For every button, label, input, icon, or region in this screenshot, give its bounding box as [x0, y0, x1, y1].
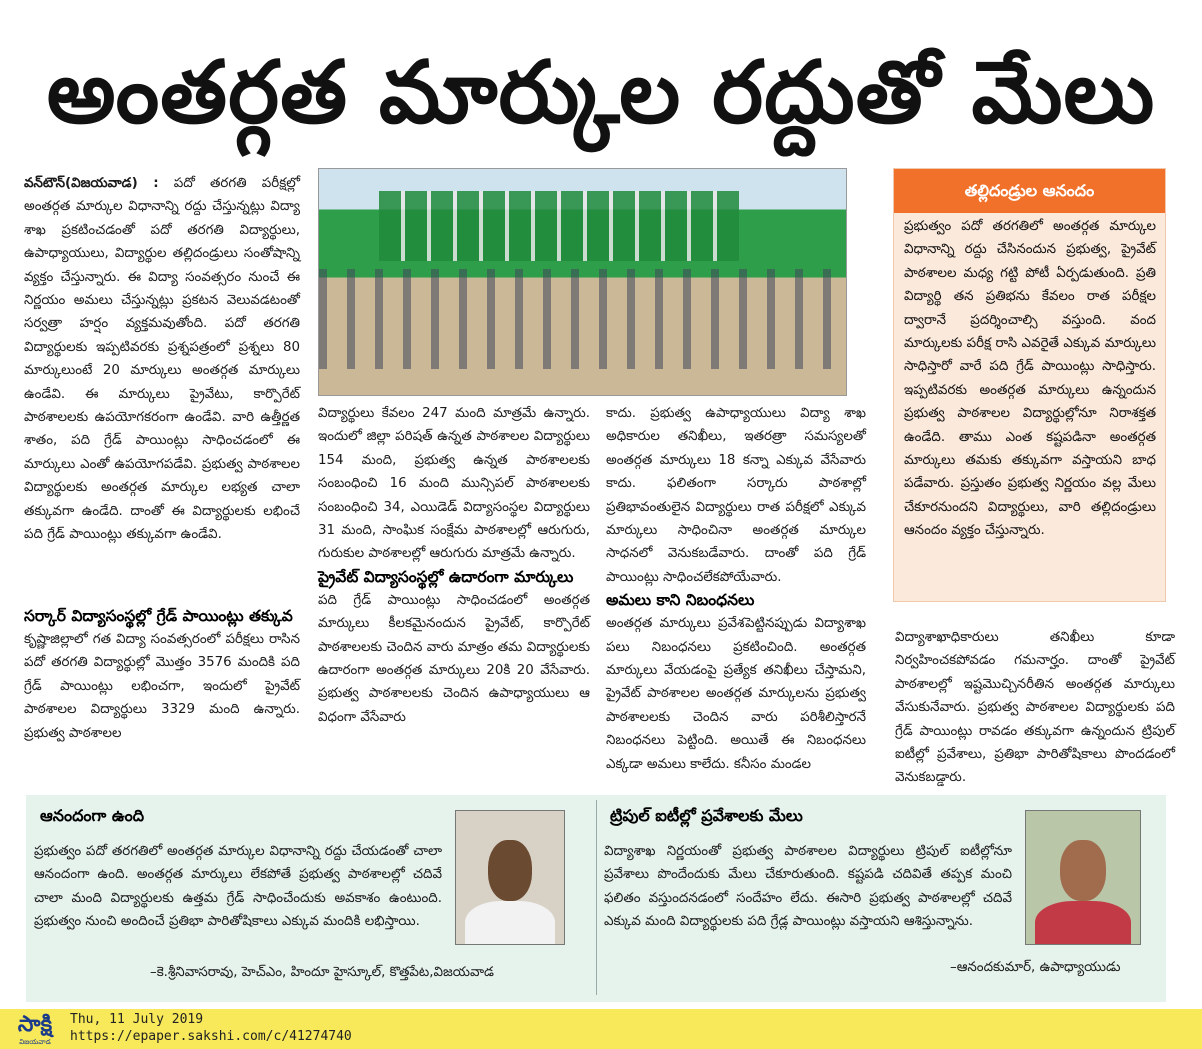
quote-2-heading: ట్రిపుల్ ఐటీల్లో ప్రవేశాలకు మేలు: [610, 806, 803, 825]
portrait-body-shape: [1035, 901, 1131, 945]
subhead-rules-not-implemented: అమలు కాని నిబంధనలు: [606, 591, 755, 610]
article-text-3b: అంతర్గత మార్కులు ప్రవేశపెట్టినప్పుడు విద్యాశాఖ పలు నిబంధనలు ప్రకటించింది. అంతర్గత మార్కులు వేయడంపై ప్రత్యేక తనిఖీలు చేస్తామని, ప్రైవేట్ పాఠశాలల అంతర్గత మార్కులను ప్రభుత్వ పాఠశాలలకు చెందిన వారు పరిశీలిస్తారనే నిబంధనలు పెట్టింది. అయితే ఈ నిబంధనలు ఎక్కడా అమలు కాలేదు. కనీసం మండల: [606, 616, 866, 772]
students-assembly-photo: [318, 168, 847, 396]
portrait-body-shape: [465, 901, 556, 945]
article-text-4: విద్యాశాఖాధికారులు తనిఖీలు కూడా నిర్వహించకపోవడం గమనార్హం. దాంతో ప్రైవేట్ పాఠశాలల్లో ఇష్టమొచ్చినరీతిన అంతర్గత మార్కులు వేసుకునేవారు. ప్రభుత్వ పాఠశాలల విద్యార్థులకు పది గ్రేడ్ పాయింట్లు రావడం తక్కువగా ఉన్నందున ట్రిపుల్ ఐటీల్లో ప్రవేశాలు, ప్రతిభా పారితోషికాలు పొందడంలో వెనుకబడ్డారు.: [895, 630, 1175, 786]
headline: అంతర్గత మార్కుల రద్దుతో మేలు: [46, 43, 1156, 143]
students-crowd-shape: [319, 269, 846, 369]
subhead-private-marks: ప్రైవేట్ విద్యాసంస్థల్లో ఉదారంగా మార్కులు: [318, 567, 574, 586]
subhead-government-grade-points: సర్కార్ విద్యాసంస్థల్లో గ్రేడ్ పాయింట్లు తక్కువ: [24, 607, 293, 625]
article-column-3: [606, 402, 866, 776]
portrait-face-shape: [1060, 840, 1106, 901]
dateline: వన్‌టౌన్(విజయవాడ) :: [24, 176, 159, 191]
quotes-divider: [596, 800, 597, 995]
epaper-footer: [0, 1009, 1202, 1049]
quote-1-text: ప్రభుత్వం పదో తరగతిలో అంతర్గత మార్కుల విధానాన్ని రద్దు చేయడంతో చాలా ఆనందంగా ఉంది. అంతర్గత మార్కులు లేకపోతే ప్రభుత్వ పాఠశాలల్లో చదివే చాలా మంది విద్యార్థులకు ఉత్తమ గ్రేడ్ సాధించేందుకు అవకాశం ఉంటుంది. ప్రభుత్వం నుంచి అందించే ప్రతిభా పారితోషికాలు ఎక్కువ మందికి లభిస్తాయి.: [34, 844, 442, 930]
article-column-1: [24, 172, 300, 547]
quote-2-text: విద్యాశాఖ నిర్ణయంతో ప్రభుత్వ పాఠశాలల విద్యార్థులు ట్రిపుల్ ఐటీల్లోనూ ప్రవేశాలు పొందేందుకు మేలు చేకూరుతుంది. కష్టపడి చదివితే తప్పక మంచి ఫలితం వస్తుందనడంలో సందేహం లేదు. ఈసారి ప్రభుత్వ పాఠశాలల్లో చదివే ఎక్కువ మంది విద్యార్థులకు పది గ్రేడ్ల పాయింట్లు వస్తాయని ఆశిస్తున్నాను.: [604, 844, 1012, 930]
headmaster-portrait: [455, 810, 565, 945]
portrait-face-shape: [488, 840, 531, 901]
article-text-1b: కృష్ణాజిల్లాలో గత విద్యా సంవత్సరంలో పరీక్షలు రాసిన పదో తరగతి విద్యార్థుల్లో మొత్తం 3576 మందికి పది గ్రేడ్ పాయింట్లు లభించగా, ఇందులో ప్రైవేట్ పాఠశాలల విద్యార్థులు 3329 మంది ఉన్నారు. ప్రభుత్వ పాఠశాలల: [24, 632, 300, 741]
teacher-portrait: [1025, 810, 1141, 945]
article-column-1-lower: [24, 605, 300, 745]
footer-date: Thu, 11 July 2019: [70, 1012, 204, 1027]
article-column-4: [895, 626, 1175, 790]
article-text-2: విద్యార్థులు కేవలం 247 మంది మాత్రమే ఉన్నారు. ఇందులో జిల్లా పరిషత్ ఉన్నత పాఠశాలల విద్యార్థులు 154 మంది, ప్రభుత్వ ఉన్నత పాఠశాలలకు సంబంధించి 16 మంది మున్సిపల్ పాఠశాలలకు సంబంధించి 34, ఎయిడెడ్ విద్యాసంస్థల విద్యార్థులు 31 మంది, సాంఘిక సంక్షేమ పాఠశాలల్లో ఆరుగురు, గురుకుల పాఠశాలల్లో ఆరుగురు మాత్రమే ఉన్నారు.: [318, 406, 590, 562]
footer-url[interactable]: https://epaper.sakshi.com/c/41274740: [70, 1029, 352, 1044]
article-column-2: [318, 402, 590, 729]
quote-2-attribution: –ఆనందకుమార్, ఉపాధ్యాయుడు: [950, 960, 1121, 975]
quote-1-heading: ఆనందంగా ఉంది: [40, 806, 145, 825]
article-text-1: పదో తరగతి పరీక్షల్లో అంతర్గత మార్కుల విధానాన్ని రద్దు చేస్తున్నట్లు విద్యా శాఖ ప్రకటించడంతో పదో తరగతి విద్యార్థులు, ఉపాధ్యాయులు, విద్యార్థుల తల్లిదండ్రులు సంతోషాన్ని వ్యక్తం చేస్తున్నారు. ఈ విద్యా సంవత్సరం నుంచే ఈ నిర్ణయం అమలు చేస్తున్నట్లు ప్రకటన వెలువడటంతో సర్వత్రా హర్షం వ్యక్తమవుతోంది. పదో తరగతి విద్యార్థులకు ఇప్పటివరకు ప్రశ్నపత్రంలో ప్రశ్నలు 80 మార్కులుంటే 20 మార్కులు అంతర్గత మార్కులు ఉండేవి. ఈ మార్కులు ప్రైవేటు, కార్పొరేట్ పాఠశాలలకు ఉపయోగకరంగా ఉండేవి. వారి ఉత్తీర్ణత శాతం, పది గ్రేడ్ పాయింట్లు సాధించడంలో ఈ మార్కులు ఎంతో ఉపయోగపడేవి. ప్రభుత్వ పాఠశాలల విద్యార్థులకు అంతర్గత మార్కుల లభ్యత చాలా తక్కువగా ఉండేది. దాంతో ఈ విద్యార్థులకు లభించే పది గ్రేడ్ పాయింట్లు తక్కువగా ఉండేవి.: [24, 176, 300, 543]
parents-joy-sidebar: [893, 168, 1166, 602]
article-text-3: కాదు. ప్రభుత్వ ఉపాధ్యాయులు విద్యా శాఖ అధికారుల తనిఖీలు, ఇతరత్రా సమస్యలతో అంతర్గత మార్కులు 18 కన్నా ఎక్కువ వేసేవారు కాదు. ఫలితంగా సర్కారు పాఠశాల్లో ప్రతిభావంతులైన విద్యార్థులు రాత పరీక్షలో ఎక్కువ మార్కులు సాధించినా అంతర్గత మార్కుల సాధనలో వెనుకబడేవారు. దాంతో పది గ్రేడ్ పాయింట్లు సాధించలేకపోయేవారు.: [606, 406, 866, 585]
sidebar-text: ప్రభుత్వం పదో తరగతిలో అంతర్గత మార్కుల విధానాన్ని రద్దు చేసినందున ప్రభుత్వ, ప్రైవేట్ పాఠశాలల మధ్య గట్టి పోటీ ఏర్పడుతుంది. ప్రతి విద్యార్థి తన ప్రతిభను కేవలం రాత పరీక్షల ద్వారానే ప్రదర్శించాల్సి వస్తుంది. వంద మార్కులకు పరీక్ష రాసి ఎవరైతే ఎక్కువ మార్కులు సాధిస్తారో వారే పది గ్రేడ్ పాయింట్లు సాధిస్తారు. ఇప్పటివరకు అంతర్గత మార్కులు ఉన్నందున ప్రభుత్వ పాఠశాలల విద్యార్థుల్లోనూ నిరాశక్తత ఉండేది. తాము ఎంత కష్టపడినా అంతర్గత మార్కులు తమకు తక్కువగా వస్తాయని బాధ పడేవారు. ప్రస్తుతం ప్రభుత్వ నిర్ణయం వల్ల మేలు చేకూరనుందని విద్యార్థులు, వారి తల్లిదండ్రులు ఆనందం వ్యక్తం చేస్తున్నారు.: [904, 219, 1156, 539]
logo-text: సాక్షి: [17, 1012, 53, 1037]
article-text-2b: పది గ్రేడ్ పాయింట్లు సాధించడంలో అంతర్గత మార్కులు కీలకమైనందున ప్రైవేట్, కార్పొరేట్ పాఠశాలలకు చెందిన వారు మాత్రం తమ విద్యార్థులకు ఉదారంగా అంతర్గత మార్కులు 20కి 20 వేసేవారు. ప్రభుత్వ పాఠశాలలకు చెందిన ఉపాధ్యాయులు ఆ విధంగా వేసేవారు: [318, 592, 590, 725]
quote-1-attribution: –కె.శ్రీనివాసరావు, హెచ్ఎం, హిందూ హైస్కూల్, కొత్తపేట,విజయవాడ: [150, 965, 494, 980]
sidebar-title: తల్లిదండ్రుల ఆనందం: [894, 169, 1165, 213]
school-building-shape: [379, 191, 739, 261]
logo-edition: విజయవాడ: [19, 1038, 51, 1046]
sakshi-logo: [6, 1012, 64, 1046]
